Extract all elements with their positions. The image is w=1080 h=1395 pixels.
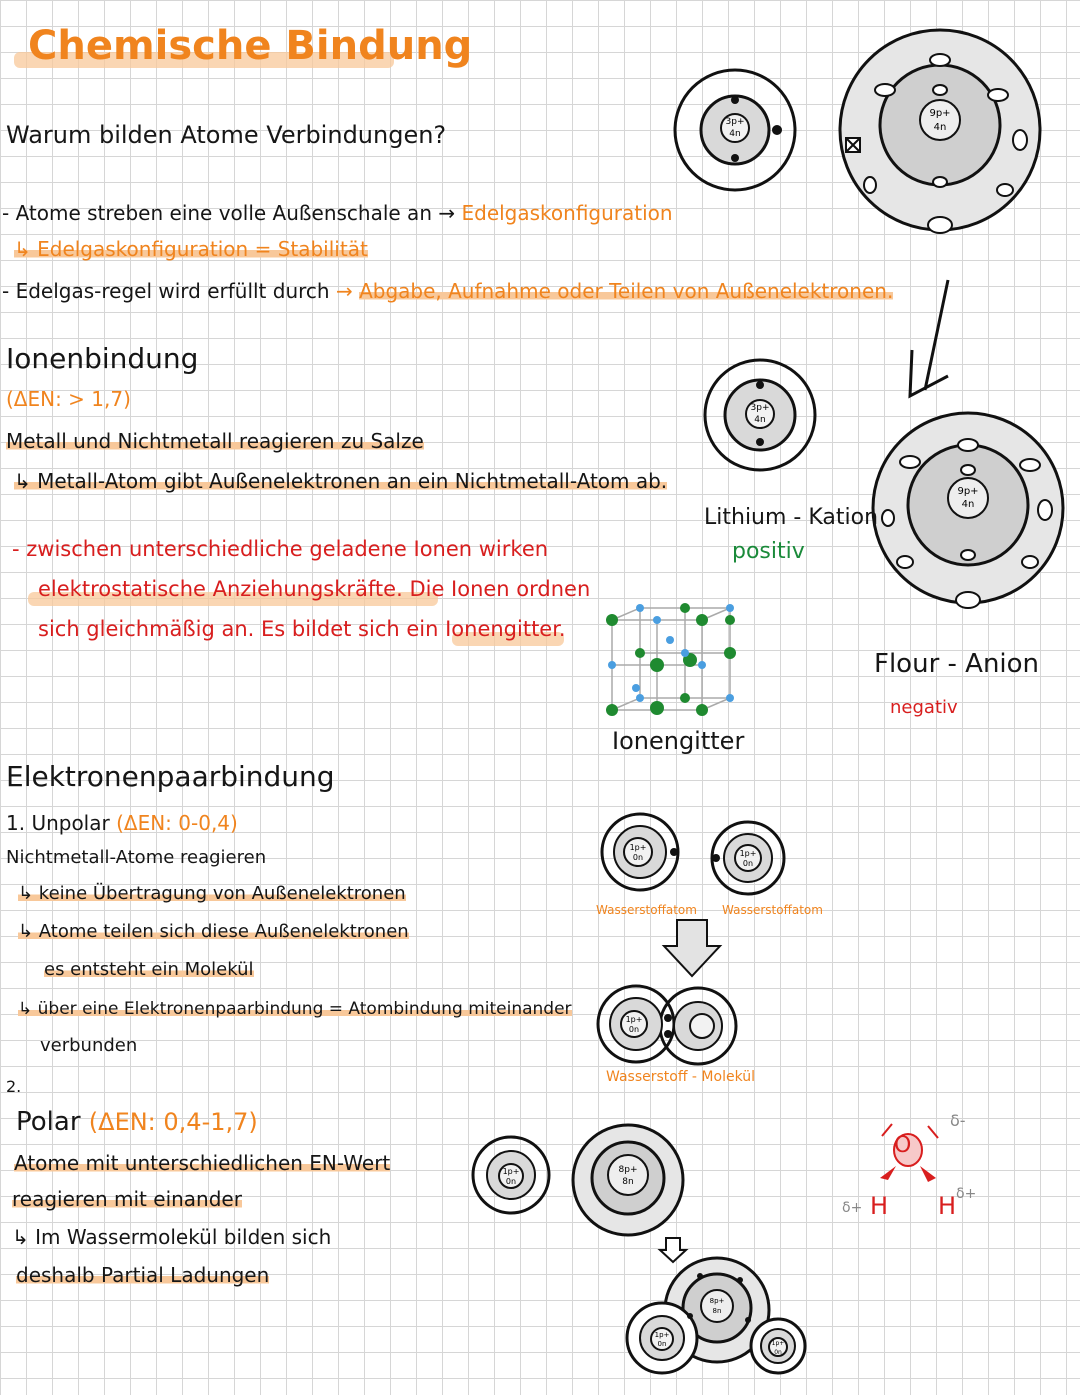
li-nucleus-n: 4n	[729, 129, 741, 139]
ionen-red-1: - zwischen unterschiedliche geladene Ionen wirken	[12, 537, 549, 561]
li-nucleus-p: 3p+	[725, 117, 745, 127]
question: Warum bilden Atome Verbindungen?	[6, 121, 447, 149]
f-nucleus-n: 4n	[933, 122, 947, 133]
h1-nucleus-n: 0n	[632, 853, 644, 862]
kation-label: Lithium - Kation	[704, 505, 879, 530]
hydrogen-molecule	[598, 986, 736, 1064]
f-anion-nucleus-n: 4n	[961, 499, 975, 510]
u4: es entsteht ein Molekül	[44, 959, 254, 980]
delta-plus-right: δ+	[956, 1186, 977, 1202]
polar-o-nucleus-p: 8p+	[618, 1165, 638, 1175]
hydrogen-atom-left	[602, 814, 678, 890]
li-cation-nucleus-n: 4n	[754, 415, 766, 425]
ionengitter-icon	[606, 603, 736, 716]
elektronen-heading: Elektronenpaarbindung	[6, 760, 335, 793]
p3: ↳ Im Wassermolekül bilden sich	[12, 1225, 332, 1249]
h1-nucleus-p: 1p+	[629, 843, 647, 852]
water-h1-nucleus-n: 0n	[657, 1340, 667, 1348]
intro-line-3: - Edelgas-regel wird erfüllt durch → Abgabe, Aufnahme oder Teilen von Außenelektronen.	[2, 279, 894, 303]
ionen-heading: Ionenbindung	[6, 342, 199, 375]
anion-sign: negativ	[890, 697, 958, 718]
water-h2-nucleus-n: 0n	[774, 1349, 782, 1356]
fluor-anion	[873, 413, 1063, 608]
page-title: Chemische Bindung	[28, 23, 473, 69]
ionen-red-3: sich gleichmäßig an. Es bildet sich ein Ionengitter.	[38, 617, 566, 641]
h-atom-label-right: Wasserstoffatom	[722, 903, 823, 917]
arrow-down-big-icon	[664, 920, 720, 976]
p4: deshalb Partial Ladungen	[16, 1263, 270, 1287]
ionen-line-1: Metall und Nichtmetall reagieren zu Salze	[6, 429, 424, 453]
water-h1-nucleus-p: 1p+	[654, 1331, 670, 1339]
u3: ↳ Atome teilen sich diese Außenelektronen	[18, 921, 409, 942]
polar-h-nucleus-p: 1p+	[502, 1167, 520, 1176]
water-o-nucleus-p: 8p+	[709, 1297, 725, 1305]
ionen-red-2: elektrostatische Anziehungskräfte. Die Ionen ordnen	[38, 577, 591, 601]
ionen-en: (ΔEN: > 1,7)	[6, 387, 131, 411]
intro-line-2: ↳ Edelgaskonfiguration = Stabilität	[14, 237, 368, 261]
water-o-label: O	[894, 1133, 912, 1158]
h-atom-label-left: Wasserstoffatom	[596, 903, 697, 917]
polar-o-nucleus-n: 8n	[622, 1177, 634, 1187]
polar-h-nucleus-n: 0n	[505, 1177, 517, 1186]
p1: Atome mit unterschiedlichen EN-Wert	[14, 1151, 391, 1175]
u2: ↳ keine Übertragung von Außenelektronen	[18, 883, 406, 904]
water-h-right: H	[938, 1192, 957, 1220]
h-molecule-label: Wasserstoff - Molekül	[606, 1069, 756, 1085]
water-o-nucleus-n: 8n	[712, 1307, 722, 1315]
small-arrow-down-icon	[660, 1238, 686, 1262]
gitter-label: Ionengitter	[612, 727, 745, 755]
water-h2-nucleus-p: 1p+	[771, 1340, 785, 1347]
polar-num: 2.	[6, 1077, 22, 1096]
li-cation-nucleus-p: 3p+	[750, 403, 770, 413]
delta-plus-left: δ+	[842, 1200, 863, 1216]
f-nucleus-p: 9p+	[929, 108, 951, 119]
h2m-nucleus-n: 0n	[628, 1025, 640, 1034]
f-anion-nucleus-p: 9p+	[957, 486, 979, 497]
u6: verbunden	[40, 1035, 138, 1056]
ionen-line-2: ↳ Metall-Atom gibt Außenelektronen an ein Nichtmetall-Atom ab.	[14, 469, 668, 493]
kation-sign: positiv	[732, 539, 805, 564]
intro-line-1: - Atome streben eine volle Außenschale an → Edelgaskonfiguration	[2, 201, 673, 225]
arrow-down-icon	[910, 280, 948, 396]
p2: reagieren mit einander	[12, 1187, 242, 1211]
h2-nucleus-n: 0n	[742, 859, 754, 868]
delta-minus: δ-	[950, 1111, 966, 1130]
anion-label: Flour - Anion	[874, 649, 1040, 679]
polar-line: Polar (ΔEN: 0,4-1,7)	[16, 1107, 258, 1137]
u5: ↳ über eine Elektronenpaarbindung = Atombindung miteinander	[18, 999, 572, 1019]
unpolar-line: 1. Unpolar (ΔEN: 0-0,4)	[6, 811, 238, 835]
h2-nucleus-p: 1p+	[739, 849, 757, 858]
hydrogen-atom-right	[712, 822, 784, 894]
h2m-nucleus-p: 1p+	[625, 1015, 643, 1024]
u1: Nichtmetall-Atome reagieren	[6, 847, 267, 868]
water-h-left: H	[870, 1192, 889, 1220]
